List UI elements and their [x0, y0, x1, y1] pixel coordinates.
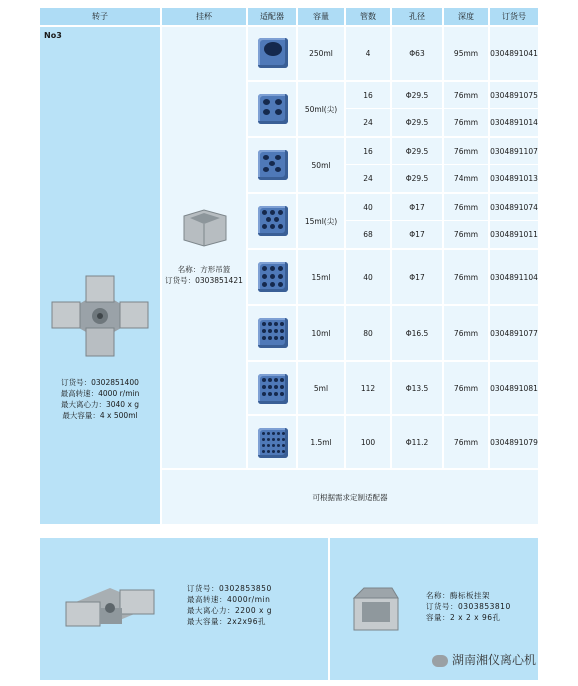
row-depth: 95mm	[453, 49, 479, 58]
row-hole: Φ13.5	[405, 383, 429, 393]
row-hole: Φ29.5	[405, 118, 429, 127]
row-hole: Φ17	[409, 202, 425, 212]
plate-carrier-order: 订货号：0303853810	[426, 602, 511, 611]
row-order: 0304891011	[490, 230, 538, 239]
row-order: 0304891041	[490, 49, 538, 58]
row-tubes: 24	[363, 174, 373, 183]
row-hole: Φ29.5	[405, 90, 429, 100]
row-capacity: 1.5ml	[310, 437, 332, 447]
row-tubes: 68	[363, 230, 373, 239]
rotor-title: No3	[44, 31, 62, 40]
row-order: 0304891013	[490, 174, 538, 183]
row-order: 0304891104	[490, 272, 538, 282]
row-tubes: 16	[363, 146, 373, 156]
row-depth: 74mm	[453, 174, 479, 183]
row-tubes: 100	[360, 437, 376, 447]
spec-table	[40, 8, 538, 524]
bucket-image	[180, 208, 230, 248]
row-depth: 76mm	[453, 272, 479, 282]
row-tubes: 80	[363, 328, 373, 338]
adapter-50ml-image	[258, 150, 288, 180]
custom-adapter-note: 可根据需求定制适配器	[312, 492, 388, 502]
row-depth: 76mm	[453, 118, 479, 127]
row-depth: 76mm	[453, 328, 479, 338]
header-bucket: 挂杯	[162, 8, 246, 25]
row-tubes: 16	[363, 90, 373, 100]
plate-rotor-rcf: 最大离心力：2200 x g	[187, 606, 273, 615]
row-order: 0304891014	[490, 118, 538, 127]
plate-rotor-speed: 最高转速：4000r/min	[187, 595, 271, 604]
watermark-text: 湖南湘仪离心机	[452, 653, 537, 667]
bottom-left-panel	[40, 538, 328, 680]
row-depth: 76mm	[453, 437, 479, 447]
plate-carrier-info	[426, 590, 511, 623]
adapter-50ml-conical-image	[258, 94, 288, 124]
rotor-max-speed: 最高转速：4000 r/min	[60, 389, 140, 398]
row-depth: 76mm	[453, 90, 479, 100]
plate-carrier-capacity: 容量：2 x 2 x 96孔	[426, 613, 501, 622]
row-capacity: 250ml	[309, 49, 333, 58]
adapter-15ml-image	[258, 262, 288, 292]
row-depth: 76mm	[453, 230, 479, 239]
row-capacity: 15ml	[311, 272, 331, 282]
row-tubes: 40	[363, 272, 373, 282]
header-depth: 深度	[444, 8, 488, 25]
row-capacity: 50ml(尖)	[304, 104, 338, 114]
row-capacity: 50ml	[311, 160, 331, 170]
plate-rotor-specs	[187, 583, 272, 627]
adapter-5ml-image	[258, 374, 288, 404]
header-tubes: 管数	[346, 8, 390, 25]
row-tubes: 24	[363, 118, 373, 127]
row-capacity: 5ml	[313, 383, 329, 393]
wechat-watermark	[432, 651, 536, 668]
wechat-icon	[432, 655, 448, 667]
row-tubes: 4	[365, 49, 371, 58]
header-hole: 孔径	[392, 8, 442, 25]
row-hole: Φ11.2	[405, 437, 429, 447]
row-order: 0304891075	[490, 90, 538, 100]
row-order: 0304891107	[490, 146, 538, 156]
row-order: 0304891074	[490, 202, 538, 212]
row-depth: 76mm	[453, 383, 479, 393]
adapter-250ml-image	[258, 38, 288, 68]
adapter-1.5ml-image	[258, 428, 288, 458]
plate-rotor-order: 订货号：0302853850	[187, 584, 272, 593]
header-capacity: 容量	[298, 8, 344, 25]
row-order: 0304891077	[490, 328, 538, 338]
row-hole: Φ29.5	[405, 174, 429, 183]
row-order: 0304891079	[490, 437, 538, 447]
rotor-order: 订货号：0302851400	[61, 378, 139, 387]
bucket-name: 名称：方形吊篮	[177, 265, 231, 274]
rotor-max-rcf: 最大离心力：3040 x g	[60, 400, 140, 409]
row-tubes: 40	[363, 202, 373, 212]
row-capacity: 10ml	[311, 328, 331, 338]
row-hole: Φ63	[409, 49, 425, 58]
row-hole: Φ17	[409, 230, 425, 239]
rotor-column	[40, 27, 160, 524]
bucket-order: 订货号：0303851421	[165, 276, 243, 285]
header-rotor: 转子	[40, 8, 160, 25]
row-hole: Φ29.5	[405, 146, 429, 156]
row-hole: Φ16.5	[405, 328, 429, 338]
rotor-max-capacity: 最大容量：4 x 500ml	[62, 411, 138, 420]
header-adapter: 适配器	[248, 8, 296, 25]
plate-carrier-name: 名称：酶标板挂架	[426, 591, 490, 600]
adapter-15ml-conical-image	[258, 206, 288, 236]
row-capacity: 15ml(尖)	[304, 216, 338, 226]
adapter-10ml-image	[258, 318, 288, 348]
row-order: 0304891081	[490, 383, 538, 393]
plate-rotor-capacity: 最大容量：2x2x96孔	[187, 617, 266, 626]
rotor-image	[50, 272, 150, 360]
bucket-info	[162, 264, 246, 286]
plate-carrier-image	[350, 584, 402, 634]
row-depth: 76mm	[453, 202, 479, 212]
header-order: 订货号	[490, 8, 538, 25]
row-tubes: 112	[360, 383, 376, 393]
row-hole: Φ17	[409, 272, 425, 282]
plate-rotor-image	[60, 578, 160, 638]
row-depth: 76mm	[453, 146, 479, 156]
rotor-specs	[40, 377, 160, 421]
